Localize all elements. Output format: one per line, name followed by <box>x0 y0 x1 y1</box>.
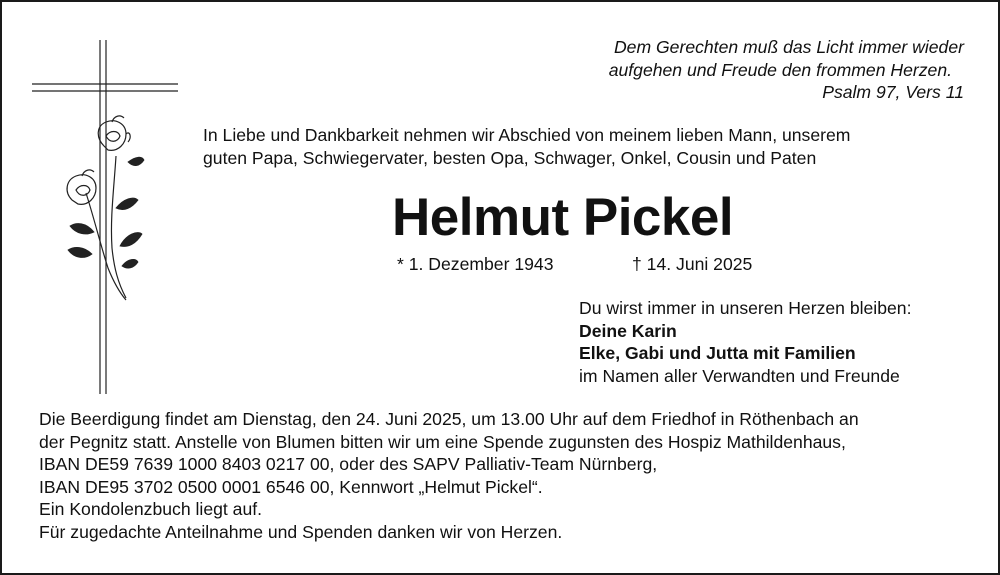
cross-with-roses-icon <box>30 38 185 396</box>
mourners-line-4: im Namen aller Verwandten und Freunde <box>579 365 900 386</box>
mourners-block <box>579 297 911 387</box>
funeral-line: der Pegnitz statt. Anstelle von Blumen bitten wir um eine Spende zugunsten des Hospiz Mathildenhaus, <box>39 431 846 452</box>
verse-line-1: Dem Gerechten muß das Licht immer wieder <box>613 37 964 57</box>
intro-line-2: guten Papa, Schwiegervater, besten Opa, Schwager, Onkel, Cousin und Paten <box>203 147 817 168</box>
funeral-line: IBAN DE59 7639 1000 8403 0217 00, oder des SAPV Palliativ-Team Nürnberg, <box>39 454 658 474</box>
intro-line-1: In Liebe und Dankbarkeit nehmen wir Abschied von meinem lieben Mann, unserem <box>203 125 851 145</box>
mourners-line-2: Deine Karin <box>579 320 677 341</box>
deceased-name: Helmut Pickel <box>392 188 734 247</box>
funeral-line: Die Beerdigung findet am Dienstag, den 24. Juni 2025, um 13.00 Uhr auf dem Friedhof in Röthenbach an <box>39 409 859 429</box>
funeral-line: IBAN DE95 3702 0500 0001 6546 00, Kennwort „Helmut Pickel“. <box>39 476 543 497</box>
funeral-line: Für zugedachte Anteilnahme und Spenden danken wir von Herzen. <box>39 521 563 542</box>
birth-date: * 1. Dezember 1943 <box>397 254 554 274</box>
mourners-line-1: Du wirst immer in unseren Herzen bleiben: <box>579 298 912 318</box>
bible-verse <box>609 36 964 104</box>
intro-text <box>203 124 850 169</box>
death-date: † 14. Juni 2025 <box>632 254 753 274</box>
verse-line-2: aufgehen und Freude den frommen Herzen. <box>608 59 952 80</box>
verse-reference: Psalm 97, Vers 11 <box>822 82 964 102</box>
funeral-notice <box>39 408 859 543</box>
mourners-line-3: Elke, Gabi und Jutta mit Familien <box>579 343 856 363</box>
funeral-line: Ein Kondolenzbuch liegt auf. <box>39 499 263 519</box>
